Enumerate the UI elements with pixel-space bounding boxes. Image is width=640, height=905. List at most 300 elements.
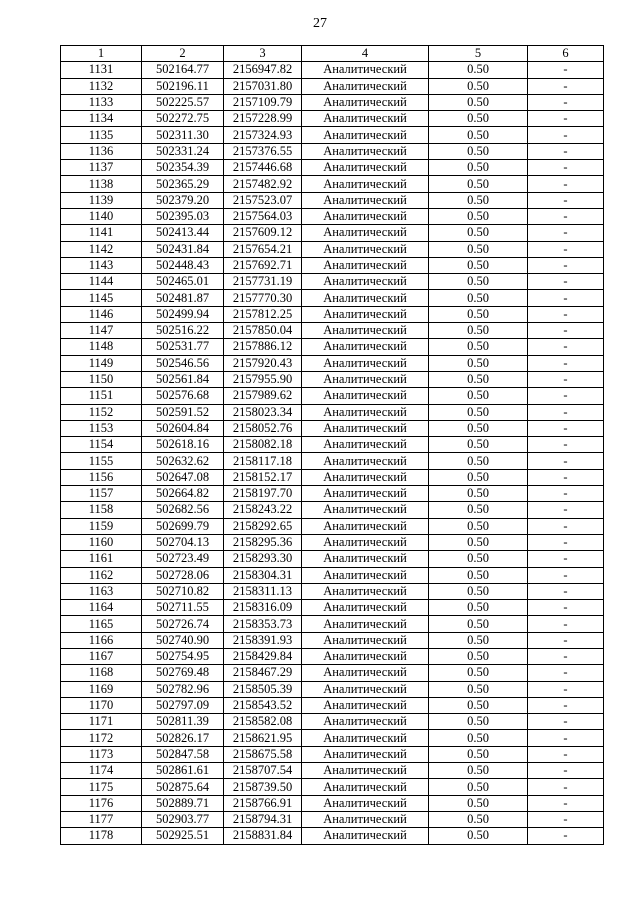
y-coordinate-cell: 2157376.55 bbox=[224, 143, 302, 159]
accuracy-cell: 0.50 bbox=[429, 697, 528, 713]
accuracy-cell: 0.50 bbox=[429, 274, 528, 290]
table-row bbox=[61, 453, 604, 469]
point-number-cell: 1169 bbox=[61, 681, 142, 697]
note-cell: - bbox=[528, 551, 604, 567]
note-cell: - bbox=[528, 241, 604, 257]
point-number-cell: 1136 bbox=[61, 143, 142, 159]
note-cell: - bbox=[528, 225, 604, 241]
y-coordinate-cell: 2157692.71 bbox=[224, 257, 302, 273]
point-number-cell: 1152 bbox=[61, 404, 142, 420]
table-row bbox=[61, 681, 604, 697]
table-header-row bbox=[61, 46, 604, 62]
y-coordinate-cell: 2158739.50 bbox=[224, 779, 302, 795]
x-coordinate-cell: 502861.61 bbox=[142, 763, 224, 779]
method-cell: Аналитический bbox=[302, 192, 429, 208]
y-coordinate-cell: 2158023.34 bbox=[224, 404, 302, 420]
note-cell: - bbox=[528, 600, 604, 616]
x-coordinate-cell: 502431.84 bbox=[142, 241, 224, 257]
y-coordinate-cell: 2158295.36 bbox=[224, 534, 302, 550]
accuracy-cell: 0.50 bbox=[429, 795, 528, 811]
method-cell: Аналитический bbox=[302, 111, 429, 127]
y-coordinate-cell: 2156947.82 bbox=[224, 62, 302, 78]
note-cell: - bbox=[528, 746, 604, 762]
accuracy-cell: 0.50 bbox=[429, 746, 528, 762]
table-row bbox=[61, 648, 604, 664]
table-row bbox=[61, 160, 604, 176]
accuracy-cell: 0.50 bbox=[429, 420, 528, 436]
accuracy-cell: 0.50 bbox=[429, 241, 528, 257]
accuracy-cell: 0.50 bbox=[429, 567, 528, 583]
point-number-cell: 1148 bbox=[61, 339, 142, 355]
note-cell: - bbox=[528, 583, 604, 599]
method-cell: Аналитический bbox=[302, 681, 429, 697]
method-cell: Аналитический bbox=[302, 306, 429, 322]
method-cell: Аналитический bbox=[302, 518, 429, 534]
x-coordinate-cell: 502769.48 bbox=[142, 665, 224, 681]
page-number: 27 bbox=[313, 16, 327, 31]
x-coordinate-cell: 502379.20 bbox=[142, 192, 224, 208]
table-row bbox=[61, 94, 604, 110]
table-row bbox=[61, 306, 604, 322]
y-coordinate-cell: 2158391.93 bbox=[224, 632, 302, 648]
point-number-cell: 1131 bbox=[61, 62, 142, 78]
x-coordinate-cell: 502740.90 bbox=[142, 632, 224, 648]
y-coordinate-cell: 2157654.21 bbox=[224, 241, 302, 257]
table-row bbox=[61, 632, 604, 648]
x-coordinate-cell: 502782.96 bbox=[142, 681, 224, 697]
accuracy-cell: 0.50 bbox=[429, 143, 528, 159]
method-cell: Аналитический bbox=[302, 779, 429, 795]
point-number-cell: 1170 bbox=[61, 697, 142, 713]
y-coordinate-cell: 2158197.70 bbox=[224, 486, 302, 502]
y-coordinate-cell: 2157609.12 bbox=[224, 225, 302, 241]
point-number-cell: 1135 bbox=[61, 127, 142, 143]
point-number-cell: 1149 bbox=[61, 355, 142, 371]
accuracy-cell: 0.50 bbox=[429, 486, 528, 502]
column-header: 2 bbox=[142, 46, 224, 62]
accuracy-cell: 0.50 bbox=[429, 323, 528, 339]
accuracy-cell: 0.50 bbox=[429, 355, 528, 371]
y-coordinate-cell: 2158467.29 bbox=[224, 665, 302, 681]
method-cell: Аналитический bbox=[302, 648, 429, 664]
table-row bbox=[61, 388, 604, 404]
accuracy-cell: 0.50 bbox=[429, 779, 528, 795]
point-number-cell: 1167 bbox=[61, 648, 142, 664]
method-cell: Аналитический bbox=[302, 323, 429, 339]
table-row bbox=[61, 665, 604, 681]
point-number-cell: 1145 bbox=[61, 290, 142, 306]
accuracy-cell: 0.50 bbox=[429, 714, 528, 730]
table-row bbox=[61, 551, 604, 567]
y-coordinate-cell: 2158582.08 bbox=[224, 714, 302, 730]
method-cell: Аналитический bbox=[302, 388, 429, 404]
table-row bbox=[61, 469, 604, 485]
method-cell: Аналитический bbox=[302, 437, 429, 453]
note-cell: - bbox=[528, 420, 604, 436]
accuracy-cell: 0.50 bbox=[429, 62, 528, 78]
x-coordinate-cell: 502889.71 bbox=[142, 795, 224, 811]
note-cell: - bbox=[528, 697, 604, 713]
x-coordinate-cell: 502811.39 bbox=[142, 714, 224, 730]
x-coordinate-cell: 502682.56 bbox=[142, 502, 224, 518]
table-row bbox=[61, 828, 604, 844]
accuracy-cell: 0.50 bbox=[429, 453, 528, 469]
method-cell: Аналитический bbox=[302, 339, 429, 355]
note-cell: - bbox=[528, 714, 604, 730]
x-coordinate-cell: 502448.43 bbox=[142, 257, 224, 273]
method-cell: Аналитический bbox=[302, 502, 429, 518]
x-coordinate-cell: 502413.44 bbox=[142, 225, 224, 241]
y-coordinate-cell: 2158707.54 bbox=[224, 763, 302, 779]
x-coordinate-cell: 502711.55 bbox=[142, 600, 224, 616]
method-cell: Аналитический bbox=[302, 257, 429, 273]
table-row bbox=[61, 225, 604, 241]
accuracy-cell: 0.50 bbox=[429, 78, 528, 94]
method-cell: Аналитический bbox=[302, 420, 429, 436]
accuracy-cell: 0.50 bbox=[429, 257, 528, 273]
y-coordinate-cell: 2158082.18 bbox=[224, 437, 302, 453]
note-cell: - bbox=[528, 339, 604, 355]
method-cell: Аналитический bbox=[302, 208, 429, 224]
y-coordinate-cell: 2158304.31 bbox=[224, 567, 302, 583]
method-cell: Аналитический bbox=[302, 371, 429, 387]
x-coordinate-cell: 502925.51 bbox=[142, 828, 224, 844]
x-coordinate-cell: 502531.77 bbox=[142, 339, 224, 355]
x-coordinate-cell: 502225.57 bbox=[142, 94, 224, 110]
x-coordinate-cell: 502516.22 bbox=[142, 323, 224, 339]
method-cell: Аналитический bbox=[302, 697, 429, 713]
y-coordinate-cell: 2158052.76 bbox=[224, 420, 302, 436]
y-coordinate-cell: 2158353.73 bbox=[224, 616, 302, 632]
table-row bbox=[61, 192, 604, 208]
point-number-cell: 1176 bbox=[61, 795, 142, 811]
point-number-cell: 1159 bbox=[61, 518, 142, 534]
point-number-cell: 1158 bbox=[61, 502, 142, 518]
table-row bbox=[61, 583, 604, 599]
method-cell: Аналитический bbox=[302, 600, 429, 616]
point-number-cell: 1154 bbox=[61, 437, 142, 453]
column-header: 4 bbox=[302, 46, 429, 62]
y-coordinate-cell: 2157523.07 bbox=[224, 192, 302, 208]
y-coordinate-cell: 2158293.30 bbox=[224, 551, 302, 567]
point-number-cell: 1160 bbox=[61, 534, 142, 550]
x-coordinate-cell: 502632.62 bbox=[142, 453, 224, 469]
x-coordinate-cell: 502618.16 bbox=[142, 437, 224, 453]
note-cell: - bbox=[528, 404, 604, 420]
method-cell: Аналитический bbox=[302, 534, 429, 550]
accuracy-cell: 0.50 bbox=[429, 371, 528, 387]
note-cell: - bbox=[528, 323, 604, 339]
point-number-cell: 1178 bbox=[61, 828, 142, 844]
coordinates-table bbox=[60, 45, 604, 845]
table-row bbox=[61, 486, 604, 502]
method-cell: Аналитический bbox=[302, 632, 429, 648]
point-number-cell: 1153 bbox=[61, 420, 142, 436]
table-row bbox=[61, 208, 604, 224]
method-cell: Аналитический bbox=[302, 274, 429, 290]
x-coordinate-cell: 502365.29 bbox=[142, 176, 224, 192]
note-cell: - bbox=[528, 502, 604, 518]
x-coordinate-cell: 502591.52 bbox=[142, 404, 224, 420]
accuracy-cell: 0.50 bbox=[429, 681, 528, 697]
note-cell: - bbox=[528, 828, 604, 844]
note-cell: - bbox=[528, 208, 604, 224]
table-row bbox=[61, 600, 604, 616]
y-coordinate-cell: 2157482.92 bbox=[224, 176, 302, 192]
table-row bbox=[61, 111, 604, 127]
y-coordinate-cell: 2157731.19 bbox=[224, 274, 302, 290]
y-coordinate-cell: 2158243.22 bbox=[224, 502, 302, 518]
x-coordinate-cell: 502664.82 bbox=[142, 486, 224, 502]
point-number-cell: 1166 bbox=[61, 632, 142, 648]
table-row bbox=[61, 795, 604, 811]
table-row bbox=[61, 78, 604, 94]
point-number-cell: 1132 bbox=[61, 78, 142, 94]
x-coordinate-cell: 502164.77 bbox=[142, 62, 224, 78]
point-number-cell: 1171 bbox=[61, 714, 142, 730]
note-cell: - bbox=[528, 437, 604, 453]
point-number-cell: 1137 bbox=[61, 160, 142, 176]
point-number-cell: 1146 bbox=[61, 306, 142, 322]
table-row bbox=[61, 779, 604, 795]
accuracy-cell: 0.50 bbox=[429, 469, 528, 485]
x-coordinate-cell: 502354.39 bbox=[142, 160, 224, 176]
accuracy-cell: 0.50 bbox=[429, 339, 528, 355]
point-number-cell: 1163 bbox=[61, 583, 142, 599]
y-coordinate-cell: 2158766.91 bbox=[224, 795, 302, 811]
method-cell: Аналитический bbox=[302, 241, 429, 257]
x-coordinate-cell: 502272.75 bbox=[142, 111, 224, 127]
method-cell: Аналитический bbox=[302, 160, 429, 176]
accuracy-cell: 0.50 bbox=[429, 730, 528, 746]
x-coordinate-cell: 502546.56 bbox=[142, 355, 224, 371]
method-cell: Аналитический bbox=[302, 143, 429, 159]
table-row bbox=[61, 339, 604, 355]
x-coordinate-cell: 502647.08 bbox=[142, 469, 224, 485]
table-row bbox=[61, 518, 604, 534]
note-cell: - bbox=[528, 274, 604, 290]
y-coordinate-cell: 2158117.18 bbox=[224, 453, 302, 469]
point-number-cell: 1134 bbox=[61, 111, 142, 127]
table-row bbox=[61, 290, 604, 306]
method-cell: Аналитический bbox=[302, 486, 429, 502]
accuracy-cell: 0.50 bbox=[429, 225, 528, 241]
accuracy-cell: 0.50 bbox=[429, 437, 528, 453]
table-row bbox=[61, 404, 604, 420]
table-row bbox=[61, 714, 604, 730]
note-cell: - bbox=[528, 648, 604, 664]
x-coordinate-cell: 502561.84 bbox=[142, 371, 224, 387]
accuracy-cell: 0.50 bbox=[429, 94, 528, 110]
table-row bbox=[61, 176, 604, 192]
note-cell: - bbox=[528, 127, 604, 143]
accuracy-cell: 0.50 bbox=[429, 763, 528, 779]
method-cell: Аналитический bbox=[302, 290, 429, 306]
note-cell: - bbox=[528, 534, 604, 550]
method-cell: Аналитический bbox=[302, 78, 429, 94]
table-row bbox=[61, 811, 604, 827]
note-cell: - bbox=[528, 192, 604, 208]
accuracy-cell: 0.50 bbox=[429, 665, 528, 681]
table-row bbox=[61, 371, 604, 387]
y-coordinate-cell: 2157850.04 bbox=[224, 323, 302, 339]
accuracy-cell: 0.50 bbox=[429, 306, 528, 322]
accuracy-cell: 0.50 bbox=[429, 632, 528, 648]
method-cell: Аналитический bbox=[302, 551, 429, 567]
x-coordinate-cell: 502710.82 bbox=[142, 583, 224, 599]
point-number-cell: 1164 bbox=[61, 600, 142, 616]
column-header: 6 bbox=[528, 46, 604, 62]
x-coordinate-cell: 502481.87 bbox=[142, 290, 224, 306]
point-number-cell: 1175 bbox=[61, 779, 142, 795]
y-coordinate-cell: 2158794.31 bbox=[224, 811, 302, 827]
method-cell: Аналитический bbox=[302, 127, 429, 143]
y-coordinate-cell: 2157886.12 bbox=[224, 339, 302, 355]
point-number-cell: 1140 bbox=[61, 208, 142, 224]
method-cell: Аналитический bbox=[302, 62, 429, 78]
method-cell: Аналитический bbox=[302, 616, 429, 632]
note-cell: - bbox=[528, 681, 604, 697]
accuracy-cell: 0.50 bbox=[429, 404, 528, 420]
point-number-cell: 1151 bbox=[61, 388, 142, 404]
table-row bbox=[61, 62, 604, 78]
table-row bbox=[61, 420, 604, 436]
accuracy-cell: 0.50 bbox=[429, 583, 528, 599]
x-coordinate-cell: 502903.77 bbox=[142, 811, 224, 827]
table-row bbox=[61, 241, 604, 257]
x-coordinate-cell: 502604.84 bbox=[142, 420, 224, 436]
accuracy-cell: 0.50 bbox=[429, 388, 528, 404]
y-coordinate-cell: 2157446.68 bbox=[224, 160, 302, 176]
x-coordinate-cell: 502395.03 bbox=[142, 208, 224, 224]
note-cell: - bbox=[528, 143, 604, 159]
y-coordinate-cell: 2157920.43 bbox=[224, 355, 302, 371]
method-cell: Аналитический bbox=[302, 763, 429, 779]
y-coordinate-cell: 2158311.13 bbox=[224, 583, 302, 599]
x-coordinate-cell: 502847.58 bbox=[142, 746, 224, 762]
point-number-cell: 1138 bbox=[61, 176, 142, 192]
x-coordinate-cell: 502754.95 bbox=[142, 648, 224, 664]
method-cell: Аналитический bbox=[302, 225, 429, 241]
y-coordinate-cell: 2157989.62 bbox=[224, 388, 302, 404]
x-coordinate-cell: 502875.64 bbox=[142, 779, 224, 795]
note-cell: - bbox=[528, 388, 604, 404]
accuracy-cell: 0.50 bbox=[429, 192, 528, 208]
accuracy-cell: 0.50 bbox=[429, 290, 528, 306]
y-coordinate-cell: 2158152.17 bbox=[224, 469, 302, 485]
x-coordinate-cell: 502196.11 bbox=[142, 78, 224, 94]
accuracy-cell: 0.50 bbox=[429, 811, 528, 827]
point-number-cell: 1155 bbox=[61, 453, 142, 469]
point-number-cell: 1150 bbox=[61, 371, 142, 387]
accuracy-cell: 0.50 bbox=[429, 600, 528, 616]
accuracy-cell: 0.50 bbox=[429, 534, 528, 550]
point-number-cell: 1147 bbox=[61, 323, 142, 339]
x-coordinate-cell: 502699.79 bbox=[142, 518, 224, 534]
point-number-cell: 1174 bbox=[61, 763, 142, 779]
table-row bbox=[61, 143, 604, 159]
note-cell: - bbox=[528, 632, 604, 648]
note-cell: - bbox=[528, 94, 604, 110]
point-number-cell: 1157 bbox=[61, 486, 142, 502]
method-cell: Аналитический bbox=[302, 404, 429, 420]
point-number-cell: 1144 bbox=[61, 274, 142, 290]
point-number-cell: 1172 bbox=[61, 730, 142, 746]
point-number-cell: 1141 bbox=[61, 225, 142, 241]
y-coordinate-cell: 2158621.95 bbox=[224, 730, 302, 746]
table-row bbox=[61, 746, 604, 762]
x-coordinate-cell: 502797.09 bbox=[142, 697, 224, 713]
note-cell: - bbox=[528, 62, 604, 78]
point-number-cell: 1161 bbox=[61, 551, 142, 567]
x-coordinate-cell: 502499.94 bbox=[142, 306, 224, 322]
method-cell: Аналитический bbox=[302, 469, 429, 485]
note-cell: - bbox=[528, 176, 604, 192]
table-row bbox=[61, 257, 604, 273]
table-row bbox=[61, 616, 604, 632]
table-row bbox=[61, 534, 604, 550]
accuracy-cell: 0.50 bbox=[429, 616, 528, 632]
y-coordinate-cell: 2157228.99 bbox=[224, 111, 302, 127]
note-cell: - bbox=[528, 567, 604, 583]
table-row bbox=[61, 323, 604, 339]
y-coordinate-cell: 2158675.58 bbox=[224, 746, 302, 762]
x-coordinate-cell: 502728.06 bbox=[142, 567, 224, 583]
note-cell: - bbox=[528, 811, 604, 827]
x-coordinate-cell: 502576.68 bbox=[142, 388, 224, 404]
method-cell: Аналитический bbox=[302, 811, 429, 827]
x-coordinate-cell: 502331.24 bbox=[142, 143, 224, 159]
y-coordinate-cell: 2157031.80 bbox=[224, 78, 302, 94]
point-number-cell: 1168 bbox=[61, 665, 142, 681]
table-row bbox=[61, 730, 604, 746]
y-coordinate-cell: 2157955.90 bbox=[224, 371, 302, 387]
table-row bbox=[61, 274, 604, 290]
accuracy-cell: 0.50 bbox=[429, 551, 528, 567]
note-cell: - bbox=[528, 779, 604, 795]
method-cell: Аналитический bbox=[302, 94, 429, 110]
note-cell: - bbox=[528, 453, 604, 469]
note-cell: - bbox=[528, 306, 604, 322]
method-cell: Аналитический bbox=[302, 176, 429, 192]
method-cell: Аналитический bbox=[302, 828, 429, 844]
note-cell: - bbox=[528, 665, 604, 681]
method-cell: Аналитический bbox=[302, 453, 429, 469]
note-cell: - bbox=[528, 730, 604, 746]
y-coordinate-cell: 2158505.39 bbox=[224, 681, 302, 697]
y-coordinate-cell: 2157109.79 bbox=[224, 94, 302, 110]
table-body bbox=[61, 62, 604, 844]
y-coordinate-cell: 2157564.03 bbox=[224, 208, 302, 224]
x-coordinate-cell: 502826.17 bbox=[142, 730, 224, 746]
note-cell: - bbox=[528, 469, 604, 485]
point-number-cell: 1162 bbox=[61, 567, 142, 583]
method-cell: Аналитический bbox=[302, 730, 429, 746]
accuracy-cell: 0.50 bbox=[429, 160, 528, 176]
x-coordinate-cell: 502465.01 bbox=[142, 274, 224, 290]
point-number-cell: 1156 bbox=[61, 469, 142, 485]
accuracy-cell: 0.50 bbox=[429, 518, 528, 534]
y-coordinate-cell: 2157324.93 bbox=[224, 127, 302, 143]
point-number-cell: 1139 bbox=[61, 192, 142, 208]
y-coordinate-cell: 2158292.65 bbox=[224, 518, 302, 534]
table-row bbox=[61, 697, 604, 713]
column-header: 1 bbox=[61, 46, 142, 62]
accuracy-cell: 0.50 bbox=[429, 502, 528, 518]
method-cell: Аналитический bbox=[302, 795, 429, 811]
accuracy-cell: 0.50 bbox=[429, 648, 528, 664]
y-coordinate-cell: 2157770.30 bbox=[224, 290, 302, 306]
